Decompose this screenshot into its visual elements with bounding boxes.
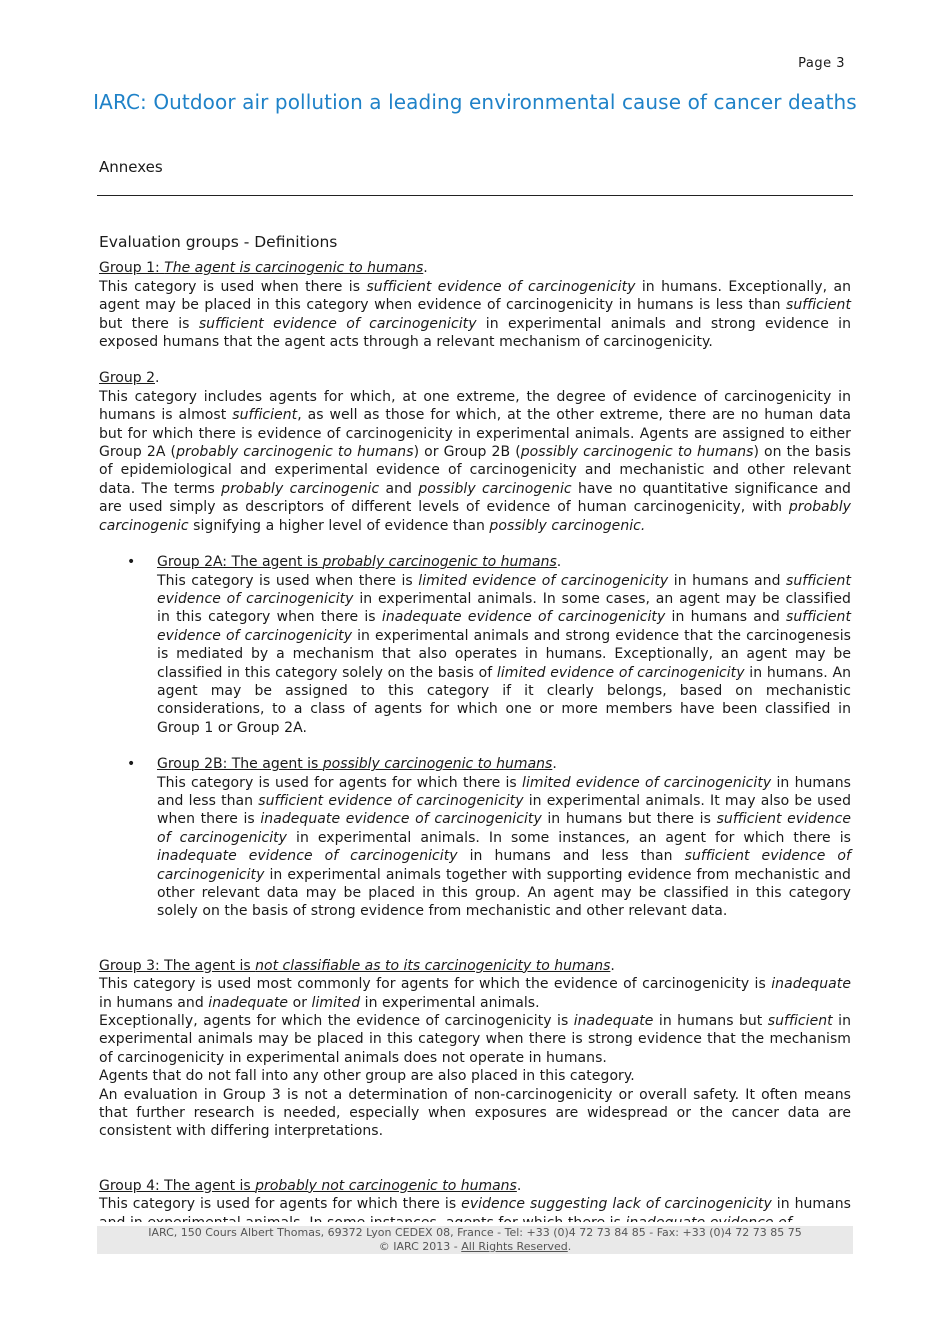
group-4-heading: Group 4: The agent is probably not carcinogenic to humans. bbox=[99, 1177, 522, 1194]
group-3-text-1: This category is used most commonly for agents for which the evidence of carcinogenicity is inadequate in humans and inadequate or limited in experimental animals. bbox=[99, 976, 851, 1011]
group-2b-text: This category is used for agents for which there is limited evidence of carcinogenicity in humans and less than sufficient evidence of carcinogenicity in experimental animals. It may also be used when there is inadequate evidence of carcinogenicity in humans but there is sufficient evidence of carcinogenicity in experimental animals. In some instances, an agent for which there is inadequate evidence of carcinogenicity in humans and less than sufficient evidence of carcinogenicity in experimental animals together with supporting evidence from mechanistic and other relevant data may be placed in this group. An agent may be classified in this category solely on the basis of strong evidence from mechanistic and other relevant data. bbox=[157, 774, 852, 920]
group-2-text: This category includes agents for which, at one extreme, the degree of evidence of carcinogenicity in humans is almost sufficient, as well as those for which, at the other extreme, there are no human data but for which there is evidence of carcinogenicity in experimental animals. Agents are assigned to either Group 2A (probably carcinogenic to humans) or Group 2B (possibly carcinogenic to humans) on the basis of epidemiological and experimental evidence of carcinogenicity and mechanistic and other relevant data. The terms probably carcinogenic and possibly carcinogenic have no quantitative significance and are used simply as descriptors of different levels of evidence of human carcinogenicity, with probably carcinogenic signifying a higher level of evidence than possibly carcinogenic. bbox=[99, 388, 851, 534]
group-3-text-3: Agents that do not fall into any other group are also placed in this category. bbox=[99, 1068, 635, 1085]
group-3-text-2: Exceptionally, agents for which the evidence of carcinogenicity is inadequate in humans but sufficient in experimental animals may be placed in this category when there is strong evidence that the mechanism of carcinogenicity in experimental animals does not operate in humans. bbox=[99, 1013, 851, 1066]
page-number: Page 3 bbox=[798, 56, 845, 71]
bullet-icon: • bbox=[127, 756, 136, 773]
footer-copyright: © IARC 2013 - All Rights Reserved. bbox=[378, 1240, 572, 1253]
bullet-icon: • bbox=[127, 554, 136, 571]
group-2a-heading: Group 2A: The agent is probably carcinogenic to humans. bbox=[157, 554, 562, 571]
group-1-text: This category is used when there is sufficient evidence of carcinogenicity in humans. Exceptionally, an agent may be placed in this category when evidence of carcinogenicity in humans is less than sufficient but there is sufficient evidence of carcinogenicity in experimental animals and strong evidence in exposed humans that the agent acts through a relevant mechanism of carcinogenicity. bbox=[99, 278, 852, 351]
rights-link[interactable]: All Rights Reserved bbox=[461, 1240, 568, 1253]
page-title: IARC: Outdoor air pollution a leading environmental cause of cancer deaths bbox=[93, 90, 857, 114]
group-1-heading: Group 1: The agent is carcinogenic to humans. bbox=[99, 260, 428, 277]
group-2b-item bbox=[99, 755, 851, 921]
group-2b-heading: Group 2B: The agent is possibly carcinogenic to humans. bbox=[157, 756, 557, 773]
document-body bbox=[99, 233, 851, 1232]
group-3-heading: Group 3: The agent is not classifiable as to its carcinogenicity to humans. bbox=[99, 957, 615, 974]
group-2a-item bbox=[99, 553, 851, 737]
page-footer bbox=[97, 1226, 853, 1254]
evaluation-heading: Evaluation groups - Definitions bbox=[99, 233, 338, 251]
group-3-text-4: An evaluation in Group 3 is not a determination of non‑carcinogenicity or overall safety. It often means that further research is needed, especially when exposures are widespread or the cancer data are consistent with differing interpretations. bbox=[99, 1086, 851, 1140]
header-divider bbox=[97, 195, 853, 196]
footer-address: IARC, 150 Cours Albert Thomas, 69372 Lyon CEDEX 08, France - Tel: +33 (0)4 72 73 84 85 - Fax: +33 (0)4 72 73 85 75 bbox=[148, 1226, 802, 1239]
section-label: Annexes bbox=[99, 158, 163, 176]
group-2-heading: Group 2. bbox=[99, 370, 160, 387]
group-4-text: This category is used for agents for which there is evidence suggesting lack of carcinogenicity in humans bbox=[99, 1196, 852, 1213]
group-2a-text: This category is used when there is limited evidence of carcinogenicity in humans and sufficient evidence of carcinogenicity in experimental animals. In some cases, an agent may be classified in this category when there is inadequate evidence of carcinogenicity in humans and sufficient evidence of carcinogenicity in experimental animals and strong evidence that the carcinogenesis is mediated by a mechanism that also operates in humans. Exceptionally, an agent may be classified in this category solely on the basis of limited evidence of carcinogenicity in humans. An agent may be assigned to this category if it clearly belongs, based on mechanistic considerations, to a class of agents for which one or more members have been classified in Group 1 or Group 2A. bbox=[157, 572, 851, 736]
